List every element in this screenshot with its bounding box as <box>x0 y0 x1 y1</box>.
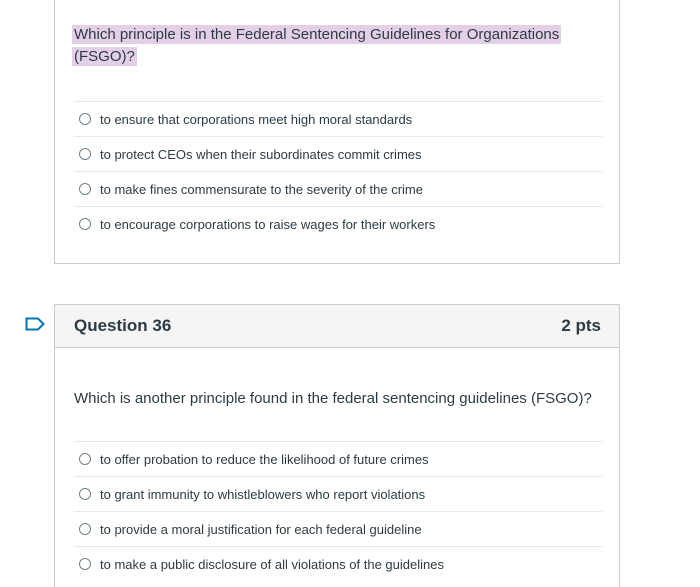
answer-list <box>74 101 602 241</box>
question-points: 2 pts <box>561 316 601 335</box>
answer-label[interactable]: to provide a moral justification for each federal guideline <box>100 521 422 537</box>
radio-button[interactable] <box>79 183 91 195</box>
question-text <box>74 24 574 68</box>
answer-label[interactable]: to protect CEOs when their subordinates commit crimes <box>100 146 422 162</box>
answer-label[interactable]: to grant immunity to whistleblowers who report violations <box>100 486 426 502</box>
answer-option[interactable] <box>74 206 602 241</box>
highlighted-question-text: Which principle is in the Federal Sentencing Guidelines for Organizations (FSGO)? <box>74 26 560 65</box>
radio-button[interactable] <box>79 523 91 535</box>
answer-option[interactable] <box>74 171 602 206</box>
radio-button[interactable] <box>79 453 91 465</box>
answer-option[interactable] <box>74 476 602 511</box>
answer-list <box>74 441 602 581</box>
radio-button[interactable] <box>79 148 91 160</box>
question-card-36 <box>54 304 620 587</box>
answer-option[interactable] <box>74 136 602 171</box>
answer-label[interactable]: to ensure that corporations meet high moral standards <box>100 111 413 127</box>
radio-button[interactable] <box>79 488 91 500</box>
answer-label[interactable]: to encourage corporations to raise wages for their workers <box>100 216 436 232</box>
answer-option[interactable] <box>74 101 602 136</box>
flag-outline-icon[interactable] <box>25 317 45 331</box>
question-text: Which is another principle found in the federal sentencing guidelines (FSGO)? <box>74 390 592 407</box>
question-title: Question 36 <box>74 316 172 335</box>
answer-label[interactable]: to make fines commensurate to the severity of the crime <box>100 181 423 197</box>
answer-option[interactable] <box>74 511 602 546</box>
radio-button[interactable] <box>79 558 91 570</box>
radio-button[interactable] <box>79 218 91 230</box>
answer-option[interactable] <box>74 441 602 476</box>
answer-label[interactable]: to offer probation to reduce the likelihood of future crimes <box>100 451 429 467</box>
question-header <box>55 305 619 348</box>
answer-label[interactable]: to make a public disclosure of all violations of the guidelines <box>100 556 444 572</box>
answer-option[interactable] <box>74 546 602 581</box>
radio-button[interactable] <box>79 113 91 125</box>
question-card-previous <box>54 0 620 264</box>
